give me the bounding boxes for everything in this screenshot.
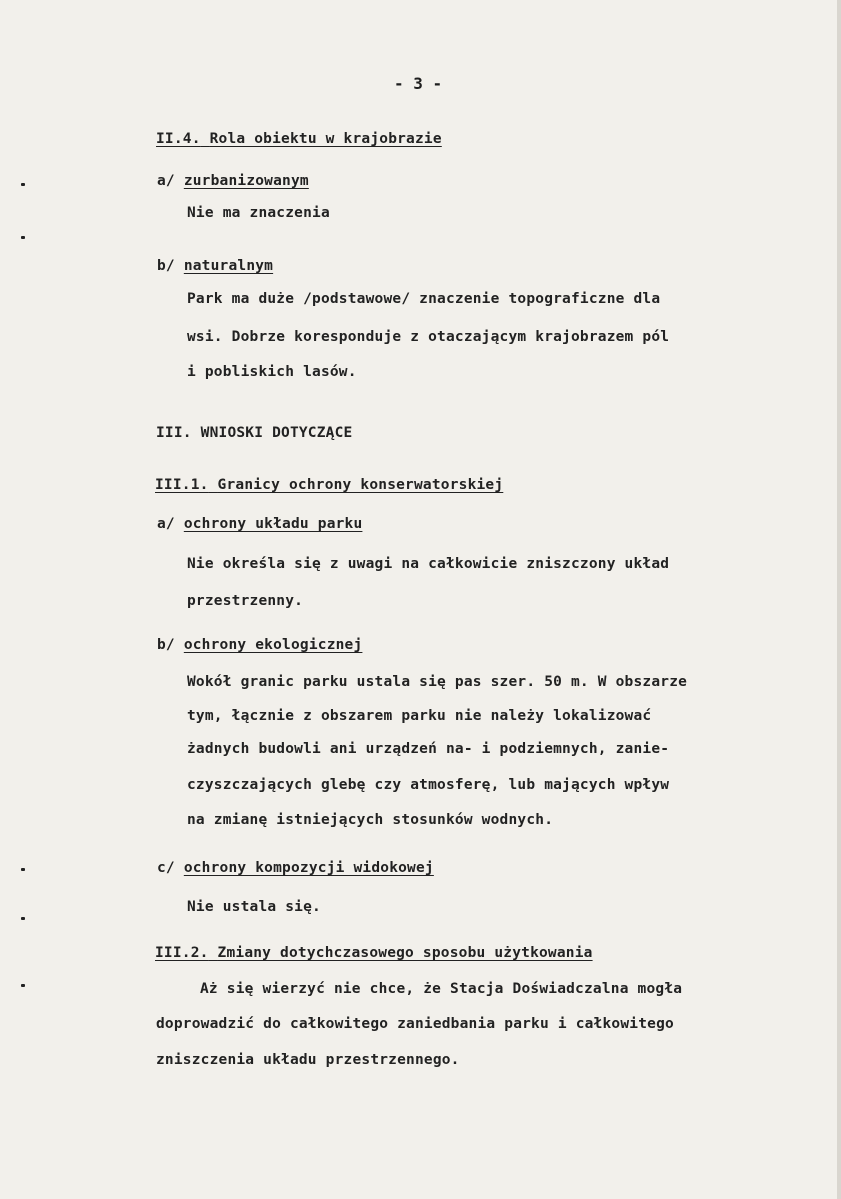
section-number: III.1. [155,477,209,493]
paragraph-line: Aż się wierzyć nie chce, że Stacja Doświadczalna mogła [200,981,683,997]
section-title: Rola obiektu w krajobrazie [209,131,442,147]
item-label: naturalnym [183,258,274,274]
sub-c-heading [157,860,434,876]
margin-mark [21,183,25,186]
sub-a-heading [157,516,362,532]
sub-b-line: na zmianę istniejących stosunków wodnych. [187,812,554,828]
sub-b-line: tym, łącznie z obszarem parku nie należy lokalizować [187,708,652,724]
section-title: Zmiany dotychczasowego sposobu użytkowania [217,945,593,961]
item-marker: b/ [157,258,175,274]
item-b-heading [157,258,273,274]
page-edge [837,0,841,1199]
paragraph-line: doprowadzić do całkowitego zaniedbania parku i całkowitego [156,1016,674,1032]
item-marker: a/ [157,516,175,532]
section-title: Granicy ochrony konserwatorskiej [217,477,504,493]
sub-b-heading [157,637,362,653]
item-b-line: i pobliskich lasów. [187,364,357,380]
section-number: III.2. [155,945,209,961]
margin-mark [21,236,25,239]
item-marker: b/ [157,637,175,653]
sub-a-line: Nie określa się z uwagi na całkowicie zniszczony układ [187,556,670,572]
item-marker: a/ [157,173,175,189]
item-label: ochrony układu parku [183,516,363,532]
section-heading-3: III. WNIOSKI DOTYCZĄCE [156,425,353,441]
item-b-line: wsi. Dobrze koresponduje z otaczającym krajobrazem pól [187,329,670,345]
item-label: ochrony kompozycji widokowej [183,860,434,876]
paragraph-line: zniszczenia układu przestrzennego. [156,1052,460,1068]
section-number: II.4. [156,131,201,147]
item-label: ochrony ekologicznej [183,637,363,653]
page-number: - 3 - [394,74,443,93]
section-heading-3-1 [155,477,503,493]
item-a-text: Nie ma znaczenia [187,205,330,221]
section-heading-2-4 [156,131,442,147]
item-marker: c/ [157,860,175,876]
section-heading-3-2 [155,945,593,961]
item-a-heading [157,173,309,189]
sub-c-text: Nie ustala się. [187,899,321,915]
item-b-line: Park ma duże /podstawowe/ znaczenie topograficzne dla [187,291,661,307]
sub-b-line: żadnych budowli ani urządzeń na- i podziemnych, zanie- [187,741,670,757]
margin-mark [21,984,25,987]
sub-a-line: przestrzenny. [187,593,304,609]
sub-b-line: czyszczających glebę czy atmosferę, lub mających wpływ [187,777,670,793]
margin-mark [21,868,25,871]
sub-b-line: Wokół granic parku ustala się pas szer. 50 m. W obszarze [187,674,688,690]
margin-mark [21,917,25,920]
item-label: zurbanizowanym [183,173,309,189]
